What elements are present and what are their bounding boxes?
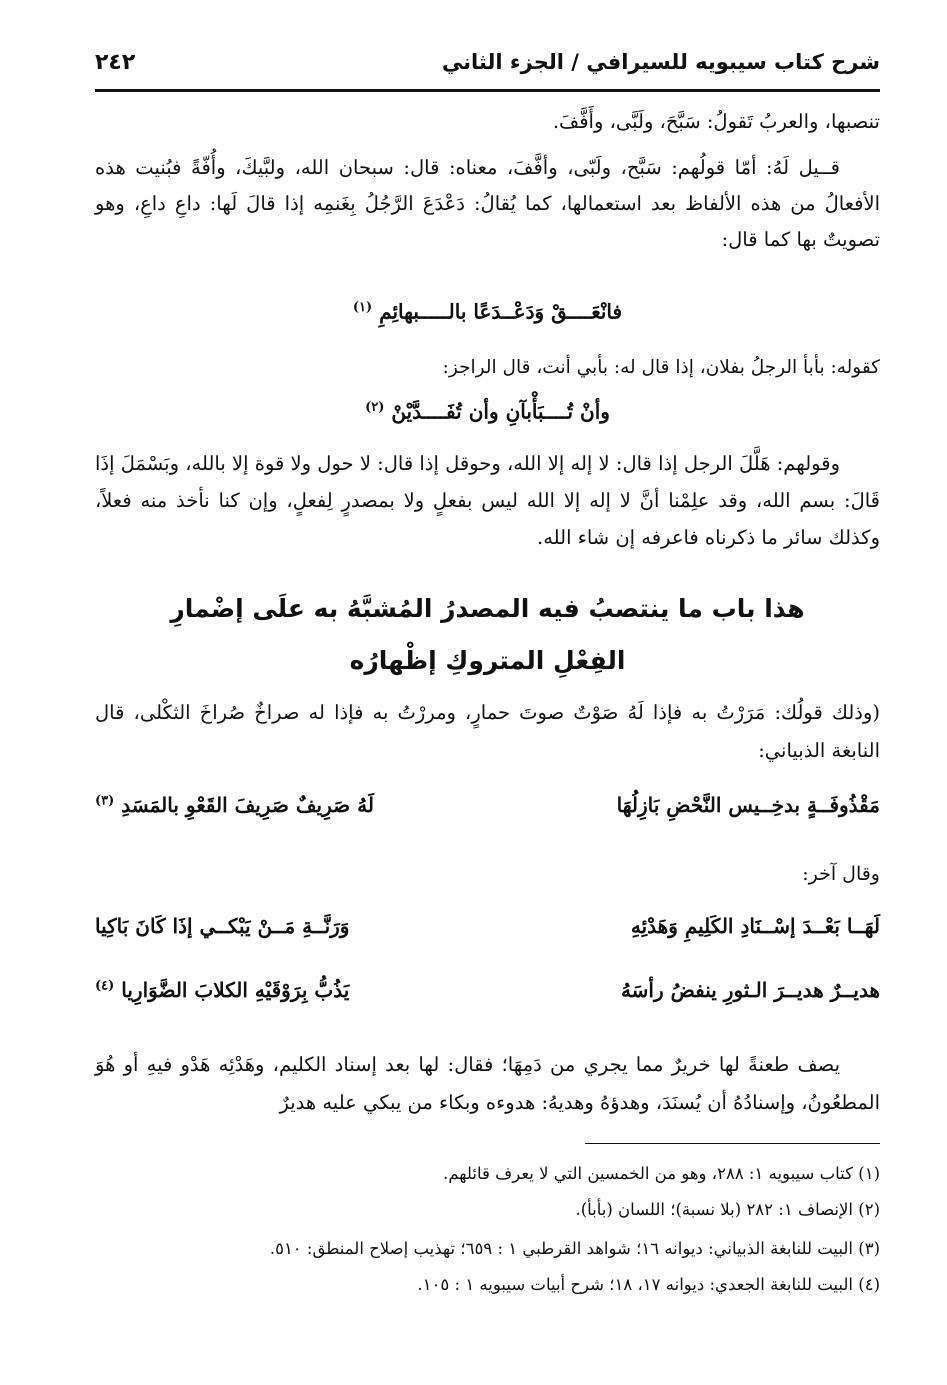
verse-3	[95, 785, 880, 825]
verse-2-text: وأنْ تُــــبَأْبآنِ وأن تُفَــــدَّيْنْ	[391, 399, 610, 424]
verse-3-second-hemistich	[95, 793, 374, 817]
verse-1-text: فانْعَــــقْ وَدَعْــدَعًا بالـــــبهائِمِ	[379, 299, 623, 324]
verse-5	[95, 970, 880, 1010]
verse-4	[95, 906, 880, 946]
page-number: ٢٤٢	[95, 49, 136, 75]
verse-5-first-hemistich: هديــرٌ هديــرَ الـثورِ ينفضُ رأسَهُ	[620, 978, 880, 1002]
footnote-separator	[585, 1143, 880, 1144]
verse-2	[95, 390, 880, 430]
paragraph-5: (وذلك قولُك: مَرَرْتُ به فإذا لَهُ صَوْتٌ صوتَ حمارٍ، ومررْتُ به فإذا له صراخٌ صُراخَ الثكْلى، قال النابغة الذبياني:	[95, 701, 880, 762]
paragraph-1: تنصبها، والعربُ تَقولُ: سَبَّحَ، ولَبَّى، وأَفَّفَ.	[552, 110, 880, 133]
header-rule	[95, 89, 880, 92]
paragraph-2: قــيل لَهُ: أمّا قولُهم: سَبَّح، ولَبّى، وأفَّفَ، معناه: قال: سبحان الله، ولبَّيكَ، وأُفّةً فبُنيت هذه الأفعالُ من هذه الألفاظ بعد استعمالها، كما يُقالُ: دَعْدَعَ الرَّجُلُ بِغَنمِه إذا قالَ لَها: داعِ داعِ، وهو تصويتٌ بها كما قال:	[95, 156, 880, 251]
verse-3-first-hemistich: مَقْذُوفَــةٍ بدخِــيس النَّحْضِ بَازِلُهَا	[616, 793, 880, 817]
verse-3-second-text: لَهُ صَرِيفٌ صَرِيفَ القَعْوِ بالمَسَدِ	[121, 793, 374, 817]
verse-4-first-hemistich: لَهَــا بَعْــدَ إسْــنَادِ الكَلِيمِ وَهَدْئِهِ	[630, 914, 880, 938]
verse-5-second-text: يَذُبُّ بِرَوْقَيْهِ الكلابَ الضَّوَارِيا	[121, 978, 350, 1002]
verse-1-note: (١)	[352, 300, 373, 315]
verse-1	[95, 290, 880, 330]
footnote-4: (٤) البيت للنابغة الجعدي: ديوانه ١٧، ١٨؛ شرح أبيات سيبويه ١ : ١٠٥.	[417, 1275, 880, 1294]
paragraph-3: كقوله: بأبأ الرجلُ بفلان، إذا قال له: بأبي أنت، قال الراجز:	[442, 357, 880, 378]
verse-5-note: (٤)	[95, 978, 115, 994]
verse-2-note: (٢)	[365, 400, 385, 415]
paragraph-7: يصف طعنةً لها خريرٌ مما يجري من دَمِهَا؛ فقال: لها بعد إسناد الكليم، وهَدْئِه هَدْو فيهِ أو هُوَ المطعُونُ، وإسنادُهُ أن يُسنَدَ، وهدؤهُ وهديهُ: هدوءه وبكاء من يبكي عليه هديرٌ	[95, 1053, 880, 1114]
footnote-3: (٣) البيت للنابغة الذبياني: ديوانه ١٦؛ شواهد القرطبي ١ : ٦٥٩؛ تهذيب إصلاح المنطق: ٥١٠.	[269, 1239, 880, 1258]
footnote-2: (٢) الإنصاف ١: ٢٨٢ (بلا نسبة)؛ اللسان (بأبأ).	[575, 1200, 880, 1219]
verse-5-second-hemistich	[95, 978, 349, 1002]
paragraph-4: وقولهم: هَلَّلَ الرجل إذا قال: لا إله إلا الله، وحوقل إذا قال: لا حول ولا قوة إلا بالله، وبَسْمَلَ إذَا قَالَ: بسم الله، وقد علِمْنا أنَّ لا إله إلا الله ليس بفعلٍ ولا بمصدرٍ لِفعلٍ، وإن كنا نأخذ منه فعلاً، وكذلك سائر ما ذكرناه فاعرفه إن شاء الله.	[95, 452, 880, 549]
paragraph-6: وقال آخر:	[802, 863, 880, 885]
verse-4-second-hemistich: وَرَنَّــةِ مَــنْ يَبْكــي إذَا كَانَ بَاكِيا	[95, 914, 350, 938]
footnote-1: (١) كتاب سيبويه ١: ٢٨٨، وهو من الخمسين التي لا يعرف قائلهم.	[443, 1164, 880, 1183]
verse-3-note: (٣)	[95, 793, 115, 809]
page-header	[95, 38, 880, 86]
section-title-line-1: هذا باب ما ينتصبُ فيه المصدرُ المُشبَّهُ به علَى إضْمارِ	[170, 594, 805, 623]
running-head: شرح كتاب سيبويه للسيرافي / الجزء الثاني	[441, 50, 880, 74]
section-title-line-2: الفِعْلِ المتروكِ إظْهارُه	[349, 646, 626, 675]
